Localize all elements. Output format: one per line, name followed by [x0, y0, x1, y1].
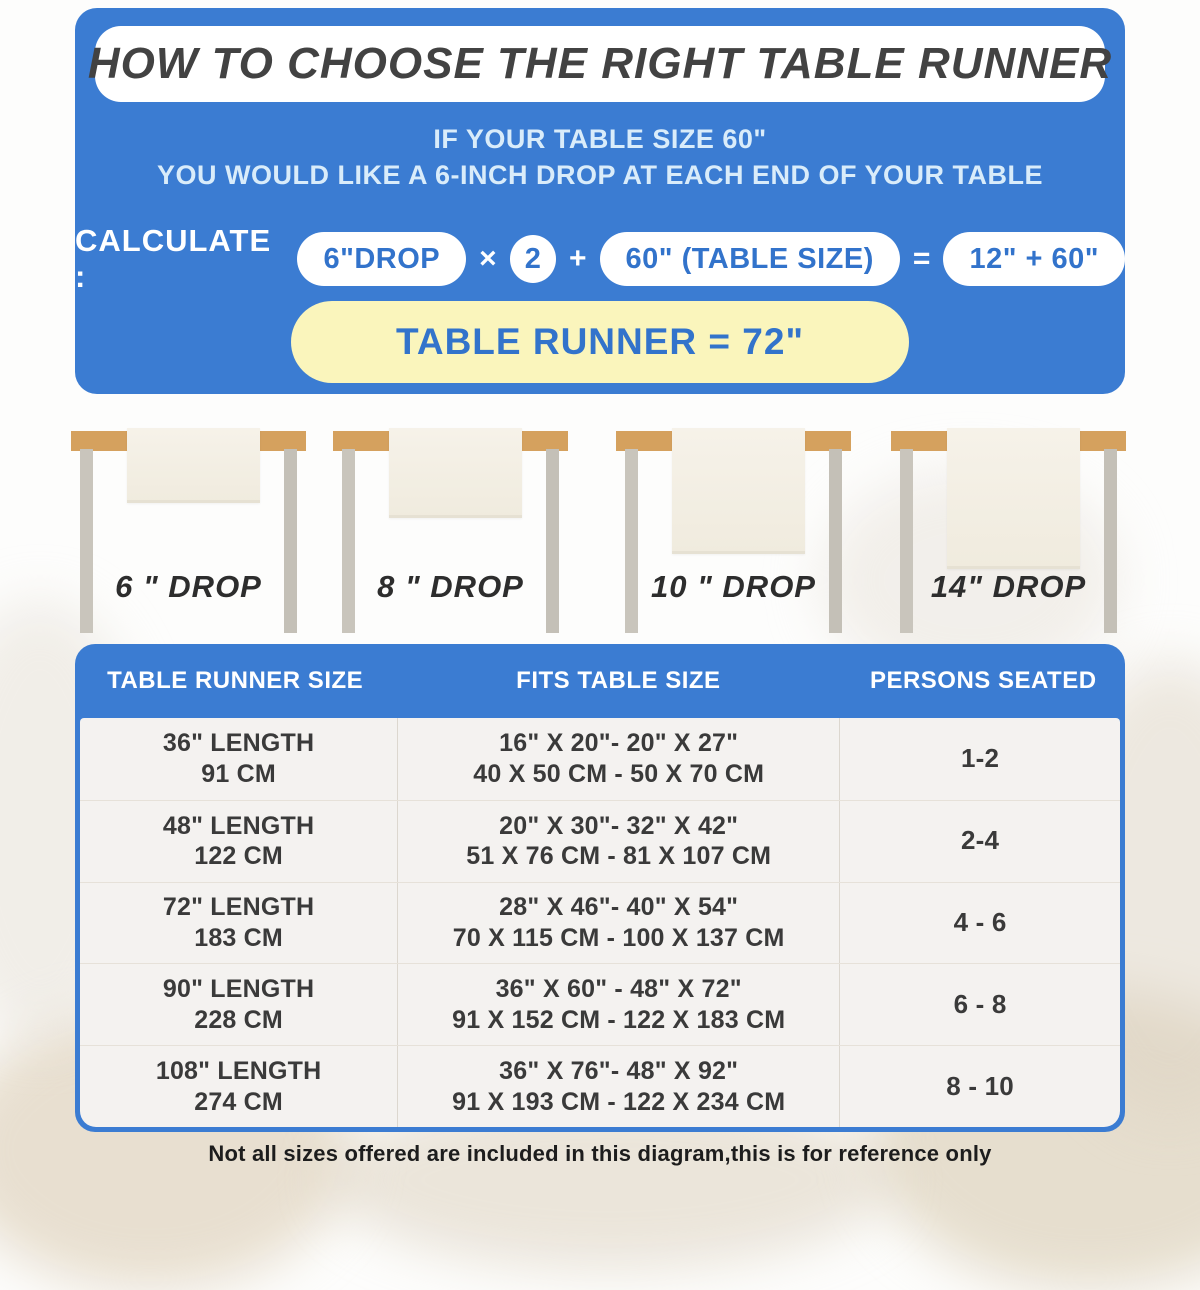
calculation-row	[75, 223, 1125, 294]
fits-size-inches: 16" X 20"- 20" X 27"	[499, 729, 739, 758]
runner-size-cm: 228 CM	[194, 1005, 283, 1034]
runner-size-cm: 122 CM	[194, 842, 283, 871]
table-diagram-14-drop	[891, 431, 1126, 641]
sum-pill: 12" + 60"	[943, 232, 1125, 286]
fits-size-inches: 20" X 30"- 32" X 42"	[499, 811, 739, 840]
table-row	[80, 1045, 1120, 1127]
fits-size-cm: 51 X 76 CM - 81 X 107 CM	[466, 842, 772, 871]
column-header-persons-seated: PERSONS SEATED	[869, 667, 1097, 694]
drop-label: 10 " DROP	[651, 569, 816, 604]
table-size-pill: 60" (TABLE SIZE)	[600, 232, 900, 286]
fits-size-cell	[397, 718, 839, 800]
table-runner	[389, 428, 522, 518]
column-header-fits-table-size: FITS TABLE SIZE	[516, 667, 721, 694]
table-row	[80, 718, 1120, 800]
fits-size-cm: 91 X 193 CM - 122 X 234 CM	[452, 1087, 786, 1116]
subtitle-line-1: IF YOUR TABLE SIZE 60"	[433, 124, 767, 154]
multiplier-circle: 2	[510, 235, 556, 283]
runner-size-cell	[80, 883, 397, 964]
table-leg-left	[342, 449, 355, 633]
runner-size-inches: 36" LENGTH	[162, 729, 315, 758]
result-pill: TABLE RUNNER = 72"	[291, 301, 909, 383]
persons-seated-cell: 6 - 8	[839, 964, 1120, 1045]
runner-size-cell	[80, 718, 397, 800]
drop-label: 14" DROP	[930, 569, 1087, 604]
table-row	[80, 882, 1120, 964]
table-leg-left	[900, 449, 913, 633]
table-leg-right	[829, 449, 842, 633]
runner-size-cell	[80, 801, 397, 882]
runner-size-cm: 183 CM	[194, 923, 283, 952]
table-diagram-10-drop	[616, 431, 851, 641]
size-table-body	[80, 718, 1120, 1127]
plus-operator: +	[568, 242, 587, 275]
table-leg-right	[1104, 449, 1117, 633]
fits-size-inches: 28" X 46"- 40" X 54"	[499, 893, 739, 922]
hero-panel	[75, 8, 1125, 394]
fits-size-cell	[397, 883, 839, 964]
persons-seated-cell: 8 - 10	[839, 1046, 1120, 1127]
fits-size-inches: 36" X 76"- 48" X 92"	[499, 1057, 739, 1086]
fits-size-cell	[397, 1046, 839, 1127]
runner-size-cm: 91 CM	[201, 759, 276, 788]
drop-label: 6 " DROP	[115, 569, 262, 604]
size-table-header-row	[75, 644, 1125, 718]
fits-size-cell	[397, 964, 839, 1045]
fits-size-cell	[397, 801, 839, 882]
fits-size-cm: 40 X 50 CM - 50 X 70 CM	[473, 759, 765, 788]
drop-label: 8 " DROP	[377, 569, 524, 604]
column-header-runner-size: TABLE RUNNER SIZE	[107, 667, 364, 694]
runner-size-inches: 90" LENGTH	[162, 975, 315, 1004]
table-leg-left	[625, 449, 638, 633]
runner-size-inches: 48" LENGTH	[162, 811, 315, 840]
runner-size-cm: 274 CM	[194, 1087, 283, 1116]
table-row	[80, 800, 1120, 882]
runner-size-cell	[80, 1046, 397, 1127]
table-runner	[672, 428, 805, 554]
persons-seated-cell: 2-4	[839, 801, 1120, 882]
fits-size-cm: 91 X 152 CM - 122 X 183 CM	[452, 1005, 786, 1034]
calculate-label: CALCULATE :	[75, 223, 272, 294]
table-leg-right	[284, 449, 297, 633]
persons-seated-cell: 1-2	[839, 718, 1120, 800]
subtitle-line-2: YOU WOULD LIKE A 6-INCH DROP AT EACH END OF YOUR TABLE	[156, 160, 1044, 190]
fits-size-cm: 70 X 115 CM - 100 X 137 CM	[452, 923, 785, 952]
table-runner	[947, 428, 1080, 569]
equals-operator: =	[912, 242, 931, 275]
size-table-panel	[75, 644, 1125, 1132]
drop-value-pill: 6"DROP	[297, 232, 466, 286]
multiply-operator: ×	[479, 242, 497, 275]
table-row	[80, 963, 1120, 1045]
persons-seated-cell: 4 - 6	[839, 883, 1120, 964]
page-title: HOW TO CHOOSE THE RIGHT TABLE RUNNER	[87, 39, 1113, 88]
runner-size-inches: 72" LENGTH	[162, 893, 315, 922]
title-box	[87, 26, 1113, 102]
runner-size-inches: 108" LENGTH	[155, 1057, 322, 1086]
table-diagram-8-drop	[333, 431, 568, 641]
table-leg-right	[546, 449, 559, 633]
footer-disclaimer: Not all sizes offered are included in this diagram,this is for reference only	[208, 1141, 992, 1166]
table-leg-left	[80, 449, 93, 633]
runner-size-cell	[80, 964, 397, 1045]
table-diagram-6-drop	[71, 431, 306, 641]
table-runner	[127, 428, 260, 503]
fits-size-inches: 36" X 60" - 48" X 72"	[495, 975, 742, 1004]
